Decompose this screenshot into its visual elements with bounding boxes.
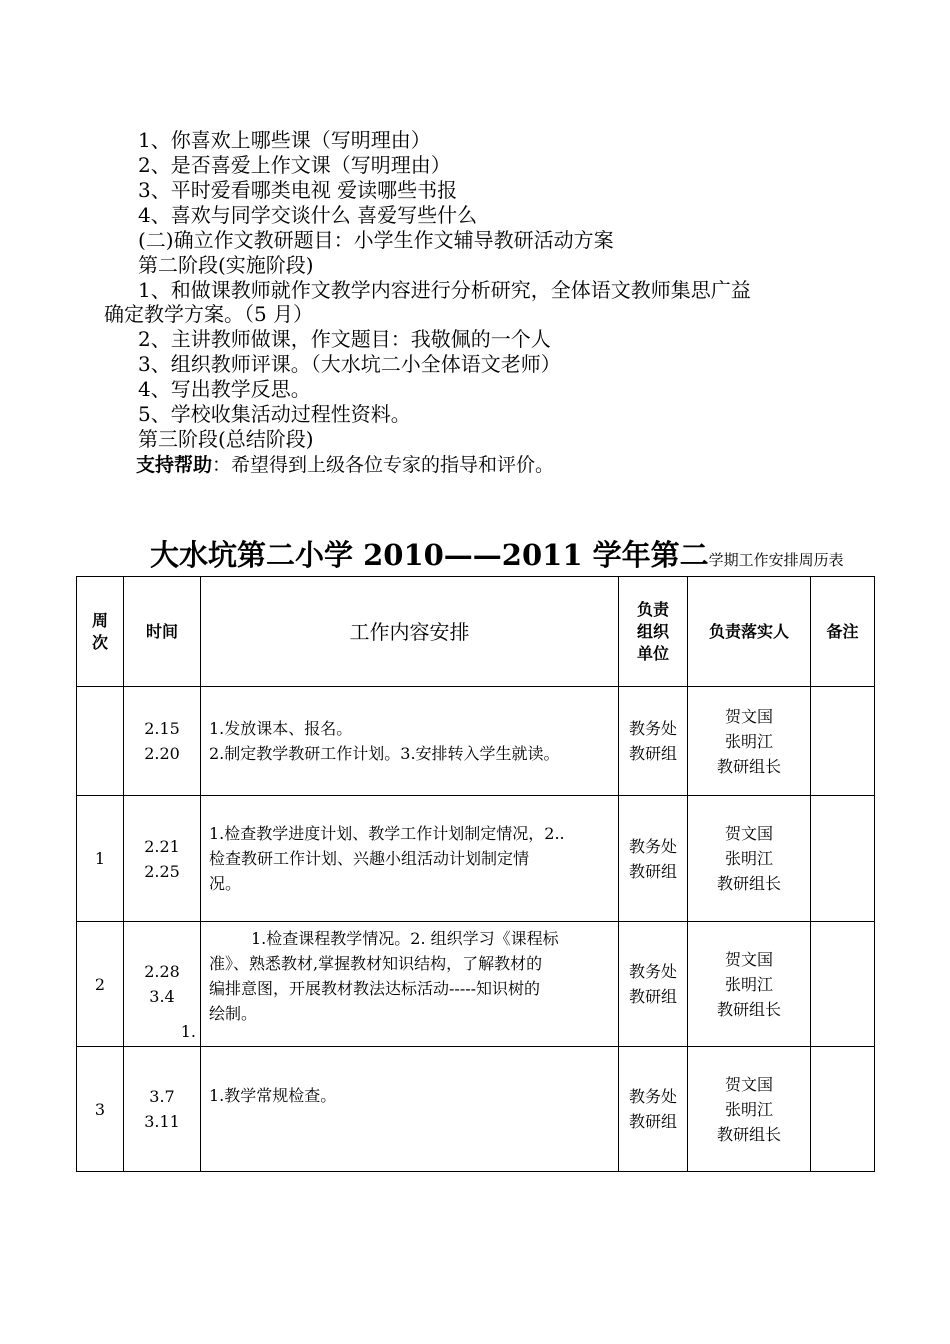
table-row [77, 687, 875, 796]
row-person: 贺文国 张明江 教研组长 [688, 922, 811, 1047]
row-person: 贺文国 张明江 教研组长 [688, 687, 811, 796]
row-person: 贺文国 张明江 教研组长 [688, 796, 811, 922]
support-text: 希望得到上级各位专家的指导和评价。 [231, 454, 555, 476]
intro-line-1: 1、你喜欢上哪些课（写明理由） [138, 128, 431, 152]
intro-line-7: 1、和做课教师就作文教学内容进行分析研究，全体语文教师集思广益 [138, 278, 751, 302]
row-unit: 教务处 教研组 [619, 796, 688, 922]
row-person: 贺文国 张明江 教研组长 [688, 1047, 811, 1172]
row-time: 2.28 3.4 1. [124, 922, 201, 1047]
intro-line-9: 2、主讲教师做课，作文题目：我敬佩的一个人 [138, 327, 551, 351]
header-note: 备注 [811, 577, 875, 687]
header-time: 时间 [124, 577, 201, 687]
support-line [0, 452, 950, 478]
table-row [77, 1047, 875, 1172]
row-time: 2.21 2.25 [124, 796, 201, 922]
row-week: 2 [77, 922, 124, 1047]
row-time: 3.7 3.11 [124, 1047, 201, 1172]
intro-line-11: 4、写出教学反思。 [138, 377, 311, 401]
row-content: 1.检查课程教学情况。2. 组织学习《课程标 准》、熟悉教材,掌握教材知识结构，了解教材的 编排意图，开展教材教法达标活动-----知识树的 绘制。 [201, 922, 619, 1047]
row-content: 1.教学常规检查。 [201, 1047, 619, 1172]
row-week [77, 687, 124, 796]
intro-line-8: 确定教学方案。（5 月） [104, 302, 314, 326]
row-unit: 教务处 教研组 [619, 1047, 688, 1172]
row-note [811, 687, 875, 796]
header-unit: 负责 组织 单位 [619, 577, 688, 687]
table-row [77, 922, 875, 1047]
table-row [77, 796, 875, 922]
row-unit: 教务处 教研组 [619, 687, 688, 796]
row-note [811, 1047, 875, 1172]
intro-line-2: 2、是否喜爱上作文课（写明理由） [138, 153, 451, 177]
schedule-title-main: 大水坑第二小学 2010——2011 学年第二 [150, 538, 709, 572]
row-note [811, 922, 875, 1047]
header-person: 负责落实人 [688, 577, 811, 687]
row-week: 1 [77, 796, 124, 922]
intro-line-6: 第二阶段(实施阶段) [138, 253, 314, 277]
support-label: 支持帮助 [136, 454, 213, 476]
intro-line-4: 4、喜欢与同学交谈什么 喜爱写些什么 [138, 203, 478, 227]
intro-line-10: 3、组织教师评课。（大水坑二小全体语文老师） [138, 352, 561, 376]
row-content: 1.检查教学进度计划、教学工作计划制定情况，2.. 检查教研工作计划、兴趣小组活动计划制定情 况。 [201, 796, 619, 922]
header-content: 工作内容安排 [201, 577, 619, 687]
intro-line-3: 3、平时爱看哪类电视 爱读哪些书报 [138, 178, 458, 202]
header-row [77, 577, 875, 687]
row-content: 1.发放课本、报名。 2.制定教学教研工作计划。3.安排转入学生就读。 [201, 687, 619, 796]
schedule-table [76, 576, 875, 1172]
schedule-title [150, 533, 910, 574]
intro-line-12: 5、学校收集活动过程性资料。 [138, 402, 411, 426]
row-time: 2.15 2.20 [124, 687, 201, 796]
row-note [811, 796, 875, 922]
row-week: 3 [77, 1047, 124, 1172]
row-time-extra: 1. [180, 1022, 196, 1041]
header-week: 周 次 [77, 577, 124, 687]
intro-line-5: (二)确立作文教研题目：小学生作文辅导教研活动方案 [138, 228, 614, 252]
schedule-title-suffix: 学期工作安排周历表 [708, 551, 844, 569]
row-unit: 教务处 教研组 [619, 922, 688, 1047]
intro-line-13: 第三阶段(总结阶段) [138, 427, 314, 451]
support-colon: ： [212, 454, 232, 476]
